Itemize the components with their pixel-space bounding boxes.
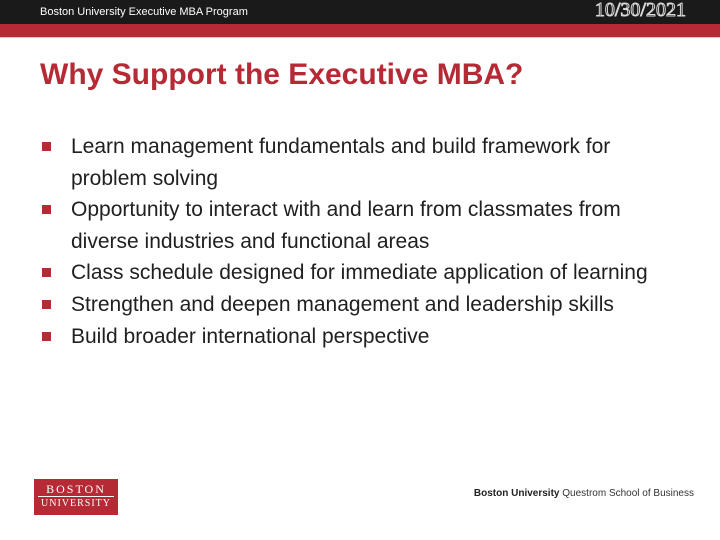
logo-line-boston: BOSTON — [38, 479, 114, 497]
school-name-university: Boston University — [473, 488, 560, 499]
bullet-item — [40, 257, 680, 289]
header-accent-rule-light — [0, 37, 720, 38]
boston-university-logo — [34, 479, 118, 515]
program-label: Boston University Executive MBA Program — [40, 6, 248, 18]
header-accent-rule — [0, 24, 720, 37]
bullet-text: Class schedule designed for immediate application of learning — [71, 261, 648, 285]
square-bullet-icon — [42, 205, 51, 214]
slide-date: 10/30/2021 — [594, 0, 686, 21]
square-bullet-icon — [42, 142, 51, 151]
bullet-text: Learn management fundamentals and build framework for problem solving — [71, 135, 611, 190]
square-bullet-icon — [42, 300, 51, 309]
school-name-questrom: Questrom School of Business — [559, 488, 694, 499]
slide-title: Why Support the Executive MBA? — [40, 58, 524, 91]
square-bullet-icon — [42, 268, 51, 277]
bullet-item — [40, 321, 680, 353]
bullet-item — [40, 289, 680, 321]
bullet-item — [40, 194, 680, 257]
square-bullet-icon — [42, 332, 51, 341]
logo-line-university: UNIVERSITY — [41, 498, 111, 509]
bullet-item — [40, 131, 680, 194]
bullet-text: Opportunity to interact with and learn from classmates from diverse industries and functional areas — [71, 198, 621, 253]
bullet-list — [40, 131, 680, 352]
school-name — [474, 488, 694, 499]
header-bar — [0, 0, 720, 24]
bullet-text: Build broader international perspective — [71, 324, 430, 348]
bullet-text: Strengthen and deepen management and leadership skills — [71, 292, 614, 316]
